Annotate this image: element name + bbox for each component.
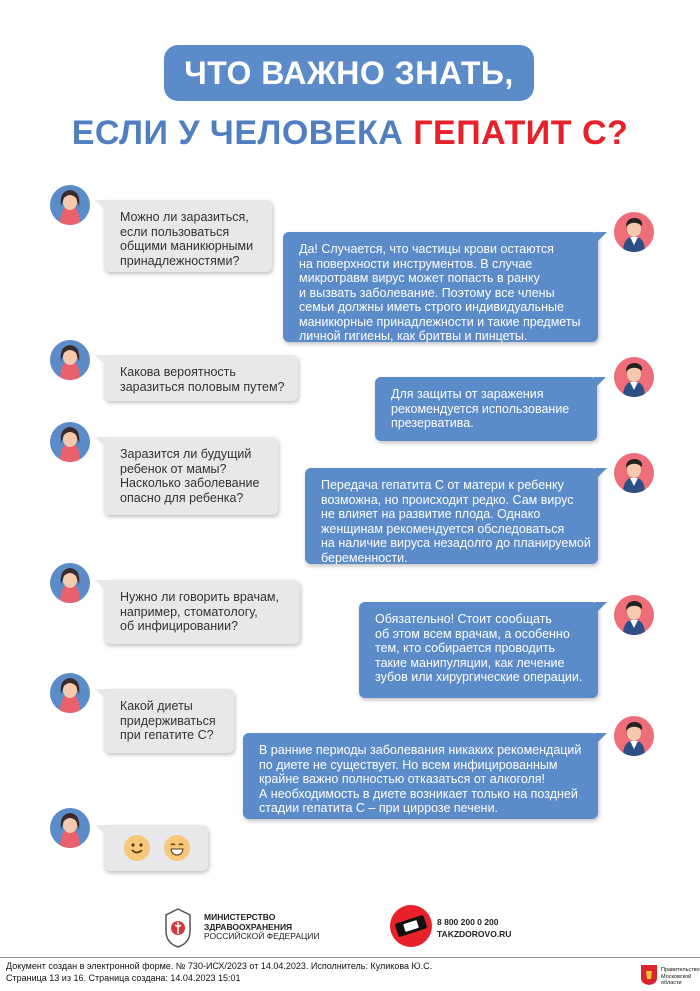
q3-line: ребенок от мамы? [120,461,227,476]
ministry-name-line: МИНИСТЕРСТВО [204,912,276,922]
a3-line: женщинам рекомендуется обследоваться [321,521,565,536]
title-line2-accent: ГЕПАТИТ С? [413,114,629,152]
female-avatar-icon [50,340,90,380]
moscow-region-emblem-icon [640,964,658,986]
footer-logos [0,905,700,955]
grinning-face-icon [164,835,190,861]
q1-line: принадлежностями? [120,253,240,268]
female-avatar-icon [50,185,90,225]
chat-answer-2 [375,377,597,441]
q5-line: при гепатите С? [120,728,214,742]
q4-line: например, стоматологу, [120,604,258,619]
a4-line: зубов или хирургические операции. [375,670,583,684]
q2-line: Какова вероятность [120,365,236,379]
q2-line: заразиться половым путем? [120,379,285,394]
gov-text-line: Правительство [661,967,700,973]
a5-line: по диете не существует. Но всем инфицированным [259,757,558,772]
ministry-name [204,913,320,942]
male-avatar-icon [614,595,654,635]
a1-line: маникюрные принадлежности и такие предметы [299,314,581,329]
a3-line: беременности. [321,550,408,565]
moscow-region-government [661,967,700,987]
chat-answer-4 [359,602,598,698]
chat-question-5 [104,689,234,753]
document-footer [0,957,700,990]
a4-line: тем, кто собирается проводить [375,641,556,655]
document-info-line: Документ создан в электронной форме. № 730-ИСХ/2023 от 14.04.2023. Исполнитель: Куликова Ю.С. [6,961,433,971]
male-avatar-icon [614,357,654,397]
a4-line: такие манипуляции, как лечение [375,655,565,670]
a2-line: рекомендуется использование [391,401,570,416]
title-banner [164,45,534,101]
male-avatar-icon [614,212,654,252]
a4-line: Обязательно! Стоит сообщать [375,612,552,626]
a1-line: микротравм вирус может попасть в ранку [299,271,540,285]
ministry-name-line: РОССИЙСКОЙ ФЕДЕРАЦИИ [204,931,320,941]
a3-line: на наличие вируса незадолго до планируемой [321,536,591,550]
title-line2 [0,114,700,153]
a4-line: об этом всем врачам, а особенно [375,626,570,641]
chat-question-4 [104,580,300,644]
title-line2-main: ЕСЛИ У ЧЕЛОВЕКА [71,114,414,152]
q3-line: Насколько заболевание [120,476,260,490]
q5-line: придерживаться [120,713,216,728]
q1-line: если пользоваться [120,224,230,239]
a1-line: на поверхности инструментов. В случае [299,256,533,271]
ministry-emblem-icon [160,905,196,949]
ministry-name-line: ЗДРАВООХРАНЕНИЯ [204,921,293,932]
q3-line: Заразится ли будущий [120,447,252,461]
smiling-face-icon [124,835,150,861]
chat-answer-5 [243,733,598,819]
chat-question-2 [104,355,298,401]
takzdorovo-logo-icon [390,905,432,947]
chat-question-1 [104,200,272,272]
a5-line: В ранние периоды заболевания никаких рекомендаций [259,743,582,757]
q1-line: общими маникюрными [120,239,254,253]
male-avatar-icon [614,716,654,756]
a1-line: и вызвать заболевание. Поэтому все члены [299,285,555,300]
q4-line: Нужно ли говорить врачам, [120,590,279,604]
a1-line: семьи должны иметь строго индивидуальные [299,300,564,314]
male-avatar-icon [614,453,654,493]
a2-line: Для защиты от заражения [391,387,544,401]
title-line1: ЧТО ВАЖНО ЗНАТЬ, [184,54,514,91]
a1-line: личной гигиены, как бритвы и пинцеты. [299,329,528,343]
takzdorovo-site: TAKZDOROVO.RU [437,929,512,939]
chat-answer-1 [283,232,598,342]
hotline-phone: 8 800 200 0 200 [437,917,499,927]
a1-line: Да! Случается, что частицы крови остаются [299,242,554,256]
female-avatar-icon [50,563,90,603]
a2-line: презерватива. [391,416,474,430]
female-avatar-icon [50,422,90,462]
chat-answer-3 [305,468,598,564]
q1-line: Можно ли заразиться, [120,210,249,224]
female-avatar-icon [50,808,90,848]
a5-line: крайне важно полностью отказаться от алкоголя! [259,772,546,786]
q3-line: опасно для ребенка? [120,490,244,505]
chat-emoji-reply [104,825,208,871]
q5-line: Какой диеты [120,699,193,713]
a3-line: не влияет на развитие плода. Однако [321,507,541,521]
chat-question-3 [104,437,278,515]
document-page-line: Страница 13 из 16. Страница создана: 14.04.2023 15:01 [6,973,241,983]
a5-line: стадии гепатита С – при циррозе печени. [259,801,499,815]
a3-line: Передача гепатита С от матери к ребенку [321,478,564,492]
q4-line: об инфицировании? [120,619,239,633]
female-avatar-icon [50,673,90,713]
gov-text-line: Московской области [661,973,692,986]
a5-line: А необходимость в диете возникает только на поздней [259,786,578,801]
a3-line: возможна, но происходит редко. Сам вирус [321,492,574,507]
